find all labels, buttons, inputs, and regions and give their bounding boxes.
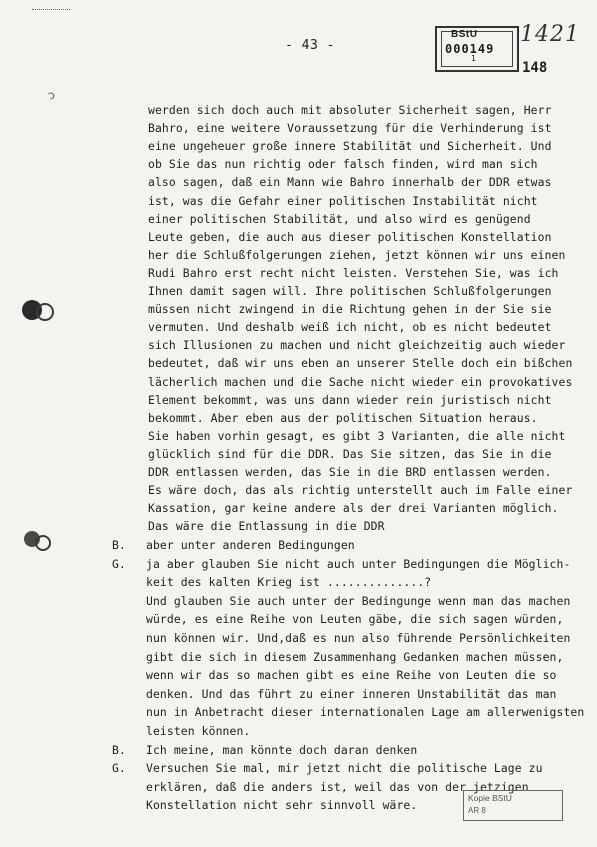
dialogue-line: aber unter anderen Bedingungen bbox=[146, 538, 355, 552]
corner-mark bbox=[32, 9, 70, 13]
body-line: Sie haben vorhin gesagt, es gibt 3 Varianten, die alle nicht bbox=[148, 428, 566, 443]
page-number: - 43 - bbox=[285, 38, 335, 53]
body-line: Rudi Bahro erst recht nicht leisten. Verstehen Sie, was ich bbox=[148, 265, 559, 280]
stamp-number: 000149 bbox=[445, 42, 495, 56]
dialogue-line: würde, es eine Reihe von Leuten gäbe, die sich sagen würden, bbox=[146, 612, 564, 627]
dialogue-line: Konstellation nicht sehr sinnvoll wäre. bbox=[146, 798, 418, 813]
body-line: lächerlich machen und die Sache nicht wieder ein provokatives bbox=[148, 374, 573, 389]
stamp-sub: 1 bbox=[471, 54, 476, 63]
dialogue-line: gibt die sich in diesem Zusammenhang Gedanken machen müssen, bbox=[146, 649, 564, 664]
body-line: sich Illusionen zu machen und nicht gleichzeitig auch wieder bbox=[148, 338, 566, 353]
speaker-label: B. bbox=[112, 742, 126, 757]
body-line: vermuten. Und deshalb weiß ich nicht, ob es nicht bedeutet bbox=[148, 320, 552, 335]
body-line: ist, was die Gefahr einer politischen Instabilität nicht bbox=[148, 193, 538, 208]
body-line: müssen nicht zwingend in die Richtung gehen in der Sie sie bbox=[148, 302, 552, 317]
archive-stamp-line2: AR 8 bbox=[468, 806, 486, 815]
dialogue-line: Und glauben Sie auch unter der Bedingunge wenn man das machen bbox=[146, 593, 571, 608]
punch-hole-ring-icon bbox=[36, 303, 54, 321]
speaker-label: B. bbox=[112, 538, 126, 552]
handwritten-page-number: 1421 bbox=[520, 22, 580, 47]
body-line: ob Sie das nun richtig oder falsch finden, wird man sich bbox=[148, 157, 538, 172]
dialogue-line: erklären, daß die anders ist, weil das von der jetzigen bbox=[146, 779, 529, 794]
dialogue-line: keit des kalten Krieg ist ..............? bbox=[146, 575, 432, 590]
bstu-stamp bbox=[435, 26, 519, 72]
body-line: einer politischen Stabilität, und also wird es genügend bbox=[148, 211, 531, 226]
dialogue-line: wenn wir das so machen gibt es eine Reihe von Leuten die so bbox=[146, 668, 557, 683]
body-line: Das wäre die Entlassung in die DDR bbox=[148, 519, 385, 534]
body-line: glücklich sind für die DDR. Das Sie sitzen, das Sie in die bbox=[148, 446, 552, 461]
body-line: Element bekommt, was uns dann wieder rein juristisch nicht bbox=[148, 392, 552, 407]
speaker-label: G. bbox=[112, 761, 126, 776]
archive-copy-stamp bbox=[463, 790, 563, 821]
dialogue-line: Ich meine, man könnte doch daran denken bbox=[146, 742, 418, 757]
punch-hole-ring-icon bbox=[35, 535, 51, 551]
body-line: bekommt. Aber eben aus der politischen Situation heraus. bbox=[148, 410, 538, 425]
archive-stamp-line1: Kopie BStU bbox=[468, 793, 512, 803]
body-line: Bahro, eine weitere Voraussetzung für die Verhinderung ist bbox=[148, 121, 552, 136]
body-line: also sagen, daß ein Mann wie Bahro innerhalb der DDR etwas bbox=[148, 175, 552, 190]
dialogue-line: nun in Anbetracht dieser internationalen Lage am allerwenigsten bbox=[146, 705, 585, 720]
dialogue-line: ja aber glauben Sie nicht auch unter Bedingungen die Möglich- bbox=[146, 556, 571, 571]
speaker-label: G. bbox=[112, 556, 126, 571]
folio-number: 148 bbox=[522, 60, 548, 76]
body-line: Ihnen damit sagen will. Ihre politischen Schlußfolgerungen bbox=[148, 284, 552, 298]
dialogue-line: denken. Und das führt zu einer inneren Unstabilität das man bbox=[146, 686, 557, 701]
dialogue-line: leisten können. bbox=[146, 724, 251, 738]
body-line: werden sich doch auch mit absoluter Sicherheit sagen, Herr bbox=[148, 103, 552, 117]
body-line: Leute geben, die auch aus dieser politischen Konstellation bbox=[148, 229, 552, 244]
body-line: bedeutet, daß wir uns eben an unserer Stelle doch ein bißchen bbox=[148, 356, 573, 371]
stamp-label: BStU bbox=[451, 29, 478, 40]
body-line: her die Schlußfolgerungen ziehen, jetzt können wir uns einen bbox=[148, 247, 566, 262]
body-line: Es wäre doch, das als richtig unterstellt auch im Falle einer bbox=[148, 483, 573, 498]
body-line: eine ungeheuer große innere Stabilität und Sicherheit. Und bbox=[148, 139, 552, 154]
dialogue-line: Versuchen Sie mal, mir jetzt nicht die politische Lage zu bbox=[146, 761, 543, 776]
dialogue-line: nun können wir. Und,daß es nun also führende Persönlichkeiten bbox=[146, 631, 571, 645]
margin-mark: ↄ bbox=[45, 87, 57, 103]
body-line: Kassation, gar keine andere als der drei Varianten möglich. bbox=[148, 501, 559, 516]
body-line: DDR entlassen werden, das Sie in die BRD entlassen werden. bbox=[148, 465, 552, 479]
